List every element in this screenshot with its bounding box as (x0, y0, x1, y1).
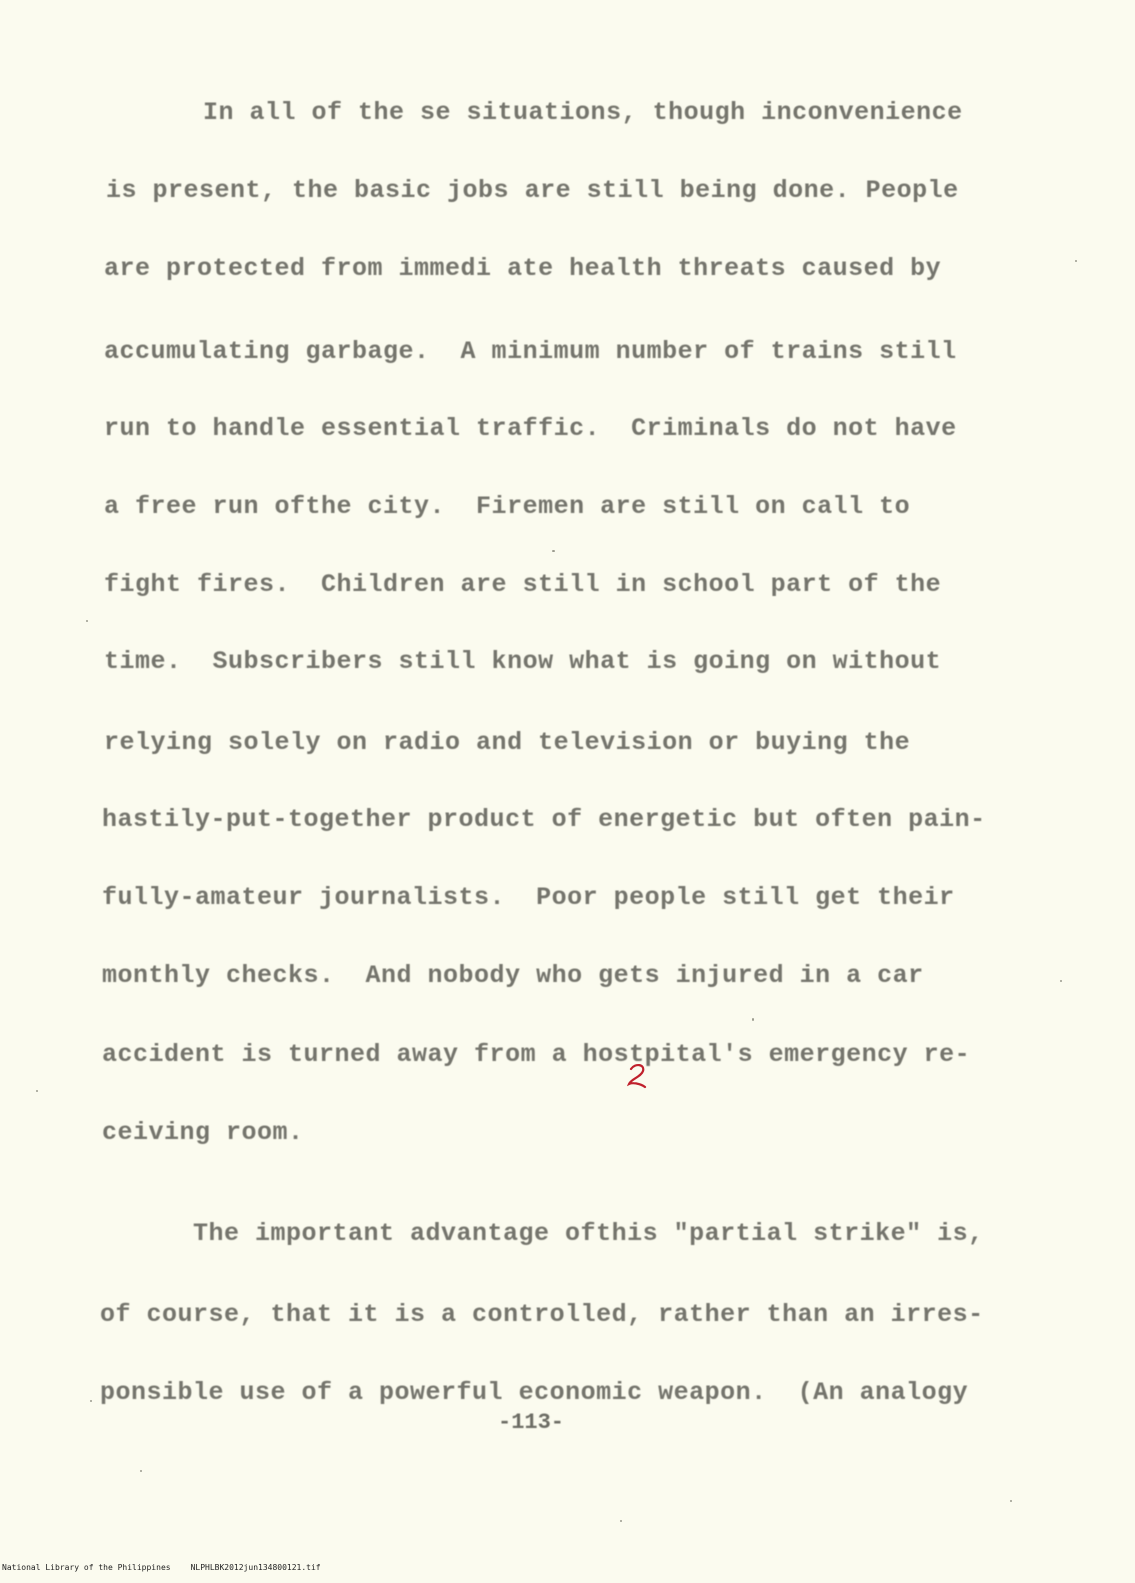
paper-speck (36, 1090, 38, 1092)
page-number: -113- (498, 1410, 565, 1435)
text-line: In all of the se situations, though inconvenience (203, 98, 963, 127)
text-line: The important advantage ofthis "partial strike" is, (193, 1219, 984, 1248)
text-line: time. Subscribers still know what is going on without (104, 647, 942, 676)
paper-speck (140, 1470, 142, 1472)
text-line: monthly checks. And nobody who gets injured in a car (102, 961, 924, 990)
scan-footer (2, 1562, 1002, 1574)
text-line: accident is turned away from a hostpital's emergency re- (102, 1040, 971, 1069)
file-id: NLPHLBK2012jun134800121.tif (190, 1563, 321, 1572)
paper-speck (1010, 1500, 1012, 1502)
library-name: National Library of the Philippines (2, 1563, 171, 1572)
text-line: a free run ofthe city. Firemen are still on call to (104, 492, 911, 521)
text-line: of course, that it is a controlled, rather than an irres- (100, 1300, 984, 1329)
text-line: run to handle essential traffic. Criminals do not have (104, 414, 957, 443)
paper-speck (552, 550, 555, 552)
paper-speck (90, 1400, 92, 1402)
text-line: is present, the basic jobs are still being done. People (106, 176, 959, 205)
paper-speck (1060, 980, 1062, 982)
text-line: hastily-put-together product of energetic but often pain- (102, 805, 986, 834)
text-line: fully-amateur journalists. Poor people still get their (102, 883, 955, 912)
paper-speck (86, 620, 88, 622)
text-line: ponsible use of a powerful economic weapon. (An analogy (100, 1378, 969, 1407)
text-line: accumulating garbage. A minimum number of trains still (104, 337, 957, 366)
text-line: relying solely on radio and television or buying the (104, 728, 911, 757)
paper-speck (752, 1018, 754, 1021)
text-line: fight fires. Children are still in school part of the (104, 570, 942, 599)
handwritten-edit-mark (623, 1060, 655, 1090)
paper-speck (620, 1520, 622, 1522)
text-line: ceiving room. (102, 1118, 304, 1147)
text-line: are protected from immedi ate health threats caused by (104, 254, 942, 283)
paper-speck (1075, 260, 1077, 262)
